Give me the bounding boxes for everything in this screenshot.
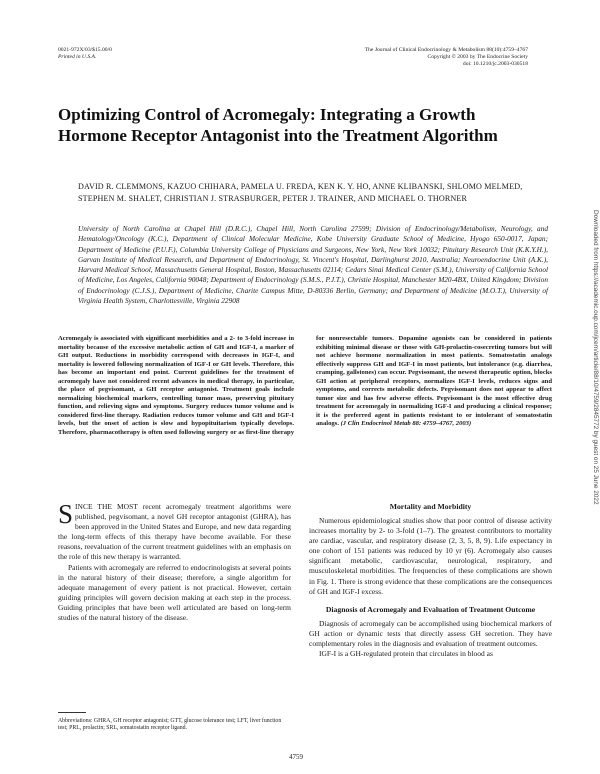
body-column-right bbox=[309, 502, 552, 659]
doi-line[interactable]: doi: 10.1210/jc.2003-030518 bbox=[462, 61, 528, 67]
page-number: 4759 bbox=[289, 753, 303, 761]
abstract bbox=[58, 335, 552, 485]
intro-paragraph-2: Patients with acromegaly are referred to endocrinologists at several points in the natural history of their disease; therefore, a single algorithm for adequate management of every patient is not practical. However, certain guiding principles will govern decision making at each step in the process. Guiding principles that have been well articulated are based on long-term studies of the natural history of the disease. bbox=[58, 562, 291, 623]
section-heading-diagnosis: Diagnosis of Acromegaly and Evaluation of Treatment Outcome bbox=[325, 604, 536, 614]
footnote-rule bbox=[58, 712, 86, 713]
journal-header-right bbox=[365, 47, 528, 68]
article-title: Optimizing Control of Acromegaly: Integrating a Growth Hormone Receptor Antagonist into the Treatment Algorithm bbox=[58, 105, 498, 145]
journal-citation-line: The Journal of Clinical Endocrinology & Metabolism 88(10):4759–4767 bbox=[364, 47, 528, 53]
copyright-line: Copyright © 2003 by The Endocrine Society bbox=[427, 54, 528, 60]
body-column-left bbox=[58, 499, 291, 623]
abbreviations-footnote: Abbreviations: GHRA, GH receptor antagonist; GTT, glucose tolerance test; LFT, liver function test; PRL, prolactin; SRL, somatostatin receptor ligand. bbox=[58, 718, 282, 732]
abstract-text: Acromegaly is associated with significant morbidities and a 2- to 3-fold increase in mortality because of the excessive metabolic action of GH and IGF-I, a marker of GH output. Reductions in morbidity correspond with decreases in IGF-I, and mortality is lowered following normalization of IGF-I or GH levels. Therefore, this has become an important end point. Current guidelines for the treatment of acromegaly have not considered recent advances in medical therapy, in particular, the place of pegvisomant, a GH receptor antagonist. Treatment goals include normalizing biochemical markers, controlling tumor mass, preserving pituitary function, and relieving signs and symptoms. Surgery reduces tumor volume and is considered first-line therapy. Radiation reduces tumor volume and GH and IGF-I levels, but the onset of action is slow and hypopituitarism typically develops. Therefore, pharmacotherapy is often used following surgery or as first-line therapy for nonresectable tumors. Dopamine agonists can be considered in patients exhibiting minimal disease or those with GH-prolactin-cosecreting tumors but will not achieve hormone normalization in most patients. Somatostatin analogs effectively suppress GH and IGF-I in most patients, but intolerance (e.g. diarrhea, cramping, gallstones) can occur. Pegvisomant, the newest therapeutic option, blocks GH action at peripheral receptors, normalizes IGF-I levels, reduces signs and symptoms, and corrects metabolic defects. Pegvisomant does not appear to affect tumor size and has few adverse effects. Pegvisomant is the most effective drug treatment for acromegaly in normalizing IGF-I and producing a clinical response; it is the preferred agent in patients resistant to or intolerant of somatostatin analogs. bbox=[58, 335, 552, 436]
author-list: DAVID R. CLEMMONS, KAZUO CHIHARA, PAMELA U. FREDA, KEN K. Y. HO, ANNE KLIBANSKI, SHLOMO MELMED, STEPHEN M. SHALET, CHRISTIAN J. STRASBURGER, PETER J. TRAINER, AND MICHAEL O. THORNER bbox=[78, 182, 523, 203]
section-heading-mortality: Mortality and Morbidity bbox=[389, 502, 472, 511]
mortality-paragraph: Numerous epidemiological studies show that poor control of disease activity increases mortality by 2- to 3-fold (1–7). The greatest contributors to mortality are cardiac, vascular, and respiratory disease (2, 3, 5, 8, 9). Life expectancy in one cohort of 151 patients was reduced by 10 yr (6). Acromegaly also causes significant metabolic, cardiovascular, neurological, respiratory, and musculoskeletal morbidities. The frequencies of these complications are shown in Fig. 1. There is strong evidence that these complications are the consequences of GH and IGF-I excess. bbox=[309, 516, 552, 596]
intro-paragraph-1-text: INCE THE MOST recent acromegaly treatment algorithms were published, pegvisomant, a novel GH receptor antagonist (GHRA), has been approved in the United States and Europe, and new data regarding the long-term effects of this therapy have become available. For these reasons, reevaluation of the current treatment guidelines with an emphasis on the role of this new therapy is warranted. bbox=[58, 502, 291, 562]
drop-cap: S bbox=[58, 499, 74, 529]
diagnosis-paragraph-2: IGF-I is a GH-regulated protein that circulates in blood as bbox=[319, 649, 493, 659]
journal-header-left bbox=[58, 47, 112, 61]
affiliations: University of North Carolina at Chapel Hill (D.R.C.), Chapel Hill, North Carolina 27599; Division of Endocrinology/Metabolism, Neurology, and Hematology/Oncology (K.C.), Department of Clinical Molecular Medicine, Kobe University Graduate School of Medicine, Hyogo 650-0017, Japan; Department of Medicine (P.U.F.), Columbia University College of Physicians and Surgeons, New York, New York 10032; Pituitary Research Unit (K.K.Y.H.), Garvan Institute of Medical Research, and Department of Endocrinology, St. Vincent's Hospital, Darlinghurst 2010, Australia; Neuroendocrine Unit (A.K.), Harvard Medical School, Massachusetts General Hospital, Boston, Massachusetts 02114; Cedars Sinai Medical Center (S.M.), University of California School of Medicine, Los Angeles, California 90048; Department of Endocrinology (S.M.S., P.J.T.), Christie Hospital, Manchester M20-4BX, United Kingdom; Division of Endocrinology (C.J.S.), Department of Medicine, Charite Campus Mitte, D-80336 Berlin, Germany; and Department of Medicine (M.O.T.), University of Virginia Health System, Charlottesville, Virginia 22908 bbox=[78, 224, 548, 306]
abstract-citation: (J Clin Endocrinol Metab 88: 4759–4767, 2003) bbox=[340, 420, 472, 427]
diagnosis-paragraph-1: Diagnosis of acromegaly can be accomplished using biochemical markers of GH action or dynamic tests that directly assess GH secretion. They have complementary roles in the diagnosis and evaluation of treatment outcomes. bbox=[309, 618, 552, 648]
download-watermark-text: Downloaded from https://academic.oup.com/jcem/article/88/10/4759/2845772 by guest on 25 June 2022 bbox=[592, 210, 599, 505]
issn-line: 0021-972X/03/$15.00/0 bbox=[58, 47, 112, 53]
printed-in-line: Printed in U.S.A. bbox=[58, 54, 97, 60]
intro-paragraph-1 bbox=[58, 499, 291, 563]
download-watermark bbox=[590, 210, 600, 560]
